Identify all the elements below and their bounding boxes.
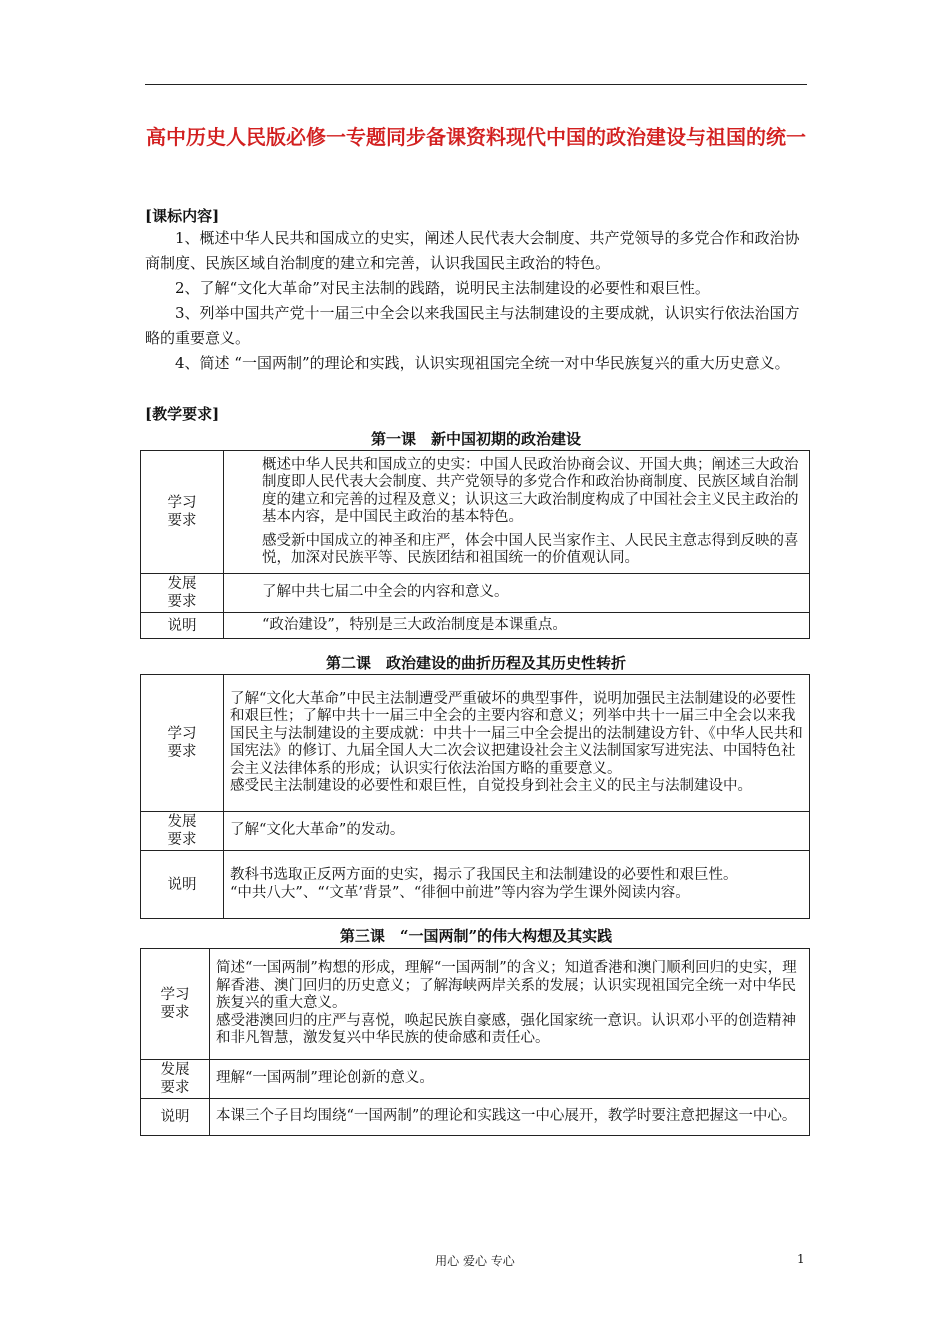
row-label: 说明: [141, 1099, 210, 1136]
row-content: [210, 1099, 810, 1136]
row-label: 学习 要求: [141, 451, 224, 574]
table-row: [141, 613, 810, 639]
document-title: 高中历史人民版必修一专题同步备课资料现代中国的政治建设与祖国的统一: [146, 125, 806, 149]
row-content: [224, 613, 810, 639]
row-label: 发展 要求: [141, 574, 224, 613]
row-label: 学习 要求: [141, 675, 224, 812]
content-paragraph: 感受新中国成立的神圣和庄严，体会中国人民当家作主、人民民主意志得到反映的喜悦，加深对民族平等、民族团结和祖国统一的价值观认同。: [262, 532, 799, 566]
standard-item: 4、简述 “一国两制”的理论和实践，认识实现祖国完全统一对中华民族复兴的重大历史意义。: [175, 354, 790, 372]
content-paragraph: 概述中华人民共和国成立的史实：中国人民政治协商会议、开国大典；阐述三大政治制度即人民代表大会制度、共产党领导的多党合作和政治协商制度、民族区域自治制度的建立和完善的过程及意义；认识这三大政治制度构成了中国社会主义民主政治的基本内容，是中国民主政治的基本特色。: [262, 456, 799, 525]
standard-item: 2、了解“文化大革命”对民主法制的践踏，说明民主法制建设的必要性和艰巨性。: [175, 279, 710, 297]
content-paragraph: 教科书选取正反两方面的史实，揭示了我国民主和法制建设的必要性和艰巨性。: [230, 867, 738, 883]
teaching-heading: [教学要求]: [145, 405, 220, 423]
table-row: [141, 949, 810, 1060]
row-label: 说明: [141, 613, 224, 639]
content-paragraph: 简述“一国两制”构想的形成，理解“一国两制”的含义；知道香港和澳门顺利回归的史实，理解香港、澳门回归的历史意义；了解海峡两岸关系的发展；认识实现祖国完全统一对中华民族复兴的重大意义。: [216, 960, 797, 1012]
lesson-1-title: 第一课 新中国初期的政治建设: [370, 430, 581, 448]
row-label: 学习 要求: [141, 949, 210, 1060]
standard-heading: [课标内容]: [145, 207, 220, 225]
content-paragraph: 了解“文化大革命”的发动。: [230, 822, 405, 839]
row-label: 说明: [141, 851, 224, 919]
standard-item: 1、概述中华人民共和国成立的史实，阐述人民代表大会制度、共产党领导的多党合作和政治协商制度、民族区域自治制度的建立和完善，认识我国民主政治的特色。: [145, 229, 800, 272]
table-row: [141, 675, 810, 812]
table-row: [141, 851, 810, 919]
row-content: [210, 1060, 810, 1099]
row-content: [224, 812, 810, 851]
lesson-3-title: 第三课 “一国两制”的伟大构想及其实践: [339, 927, 613, 945]
content-paragraph: 了解中共七届二中全会的内容和意义。: [262, 584, 509, 601]
content-paragraph: 本课三个子目均围绕“一国两制”的理论和实践这一中心展开，教学时要注意把握这一中心。: [216, 1108, 797, 1125]
table-row: [141, 812, 810, 851]
header-rule: [145, 84, 807, 85]
row-content: [224, 451, 810, 574]
page-number: 1: [797, 1252, 805, 1266]
lesson-1-table: [140, 450, 810, 639]
lesson-2-table: [140, 674, 810, 919]
row-label: 发展 要求: [141, 1060, 210, 1099]
table-row: [141, 451, 810, 574]
lesson-3-table: [140, 948, 810, 1136]
row-content: [224, 675, 810, 812]
lesson-2-title: 第二课 政治建设的曲折历程及其历史性转折: [325, 654, 626, 672]
table-row: [141, 1060, 810, 1099]
content-paragraph: 感受民主法制建设的必要性和艰巨性，自觉投身到社会主义的民主与法制建设中。: [230, 778, 752, 794]
row-content: [224, 574, 810, 613]
row-content: [210, 949, 810, 1060]
table-row: [141, 574, 810, 613]
content-paragraph: “政治建设”，特别是三大政治制度是本课重点。: [262, 616, 567, 633]
content-paragraph: “中共八大”、“‘文革’背景”、“徘徊中前进”等内容为学生课外阅读内容。: [230, 884, 690, 901]
standard-item: 3、列举中国共产党十一届三中全会以来我国民主与法制建设的主要成就，认识实行依法治国方略的重要意义。: [145, 304, 800, 347]
footer-text: 用心 爱心 专心: [435, 1254, 515, 1268]
row-label: 发展 要求: [141, 812, 224, 851]
table-row: [141, 1099, 810, 1136]
content-paragraph: 感受港澳回归的庄严与喜悦，唤起民族自豪感，强化国家统一意识。认识邓小平的创造精神和非凡智慧，激发复兴中华民族的使命感和责任心。: [216, 1012, 796, 1047]
row-content: [224, 851, 810, 919]
content-paragraph: 了解“文化大革命”中民主法制遭受严重破坏的典型事件，说明加强民主法制建设的必要性和艰巨性；了解中共十一届三中全会的主要内容和意义；列举中共十一届三中全会以来我国民主与法制建设的主要成就：中共十一届三中全会提出的法制建设方针、《中华人民共和国宪法》的修订、九届全国人大二次会议把建设社会主义法制国家写进宪法、中国特色社会主义法律体系的形成；认识实行依法治国方略的重要意义。: [230, 690, 803, 777]
content-paragraph: 理解“一国两制”理论创新的意义。: [216, 1070, 434, 1087]
